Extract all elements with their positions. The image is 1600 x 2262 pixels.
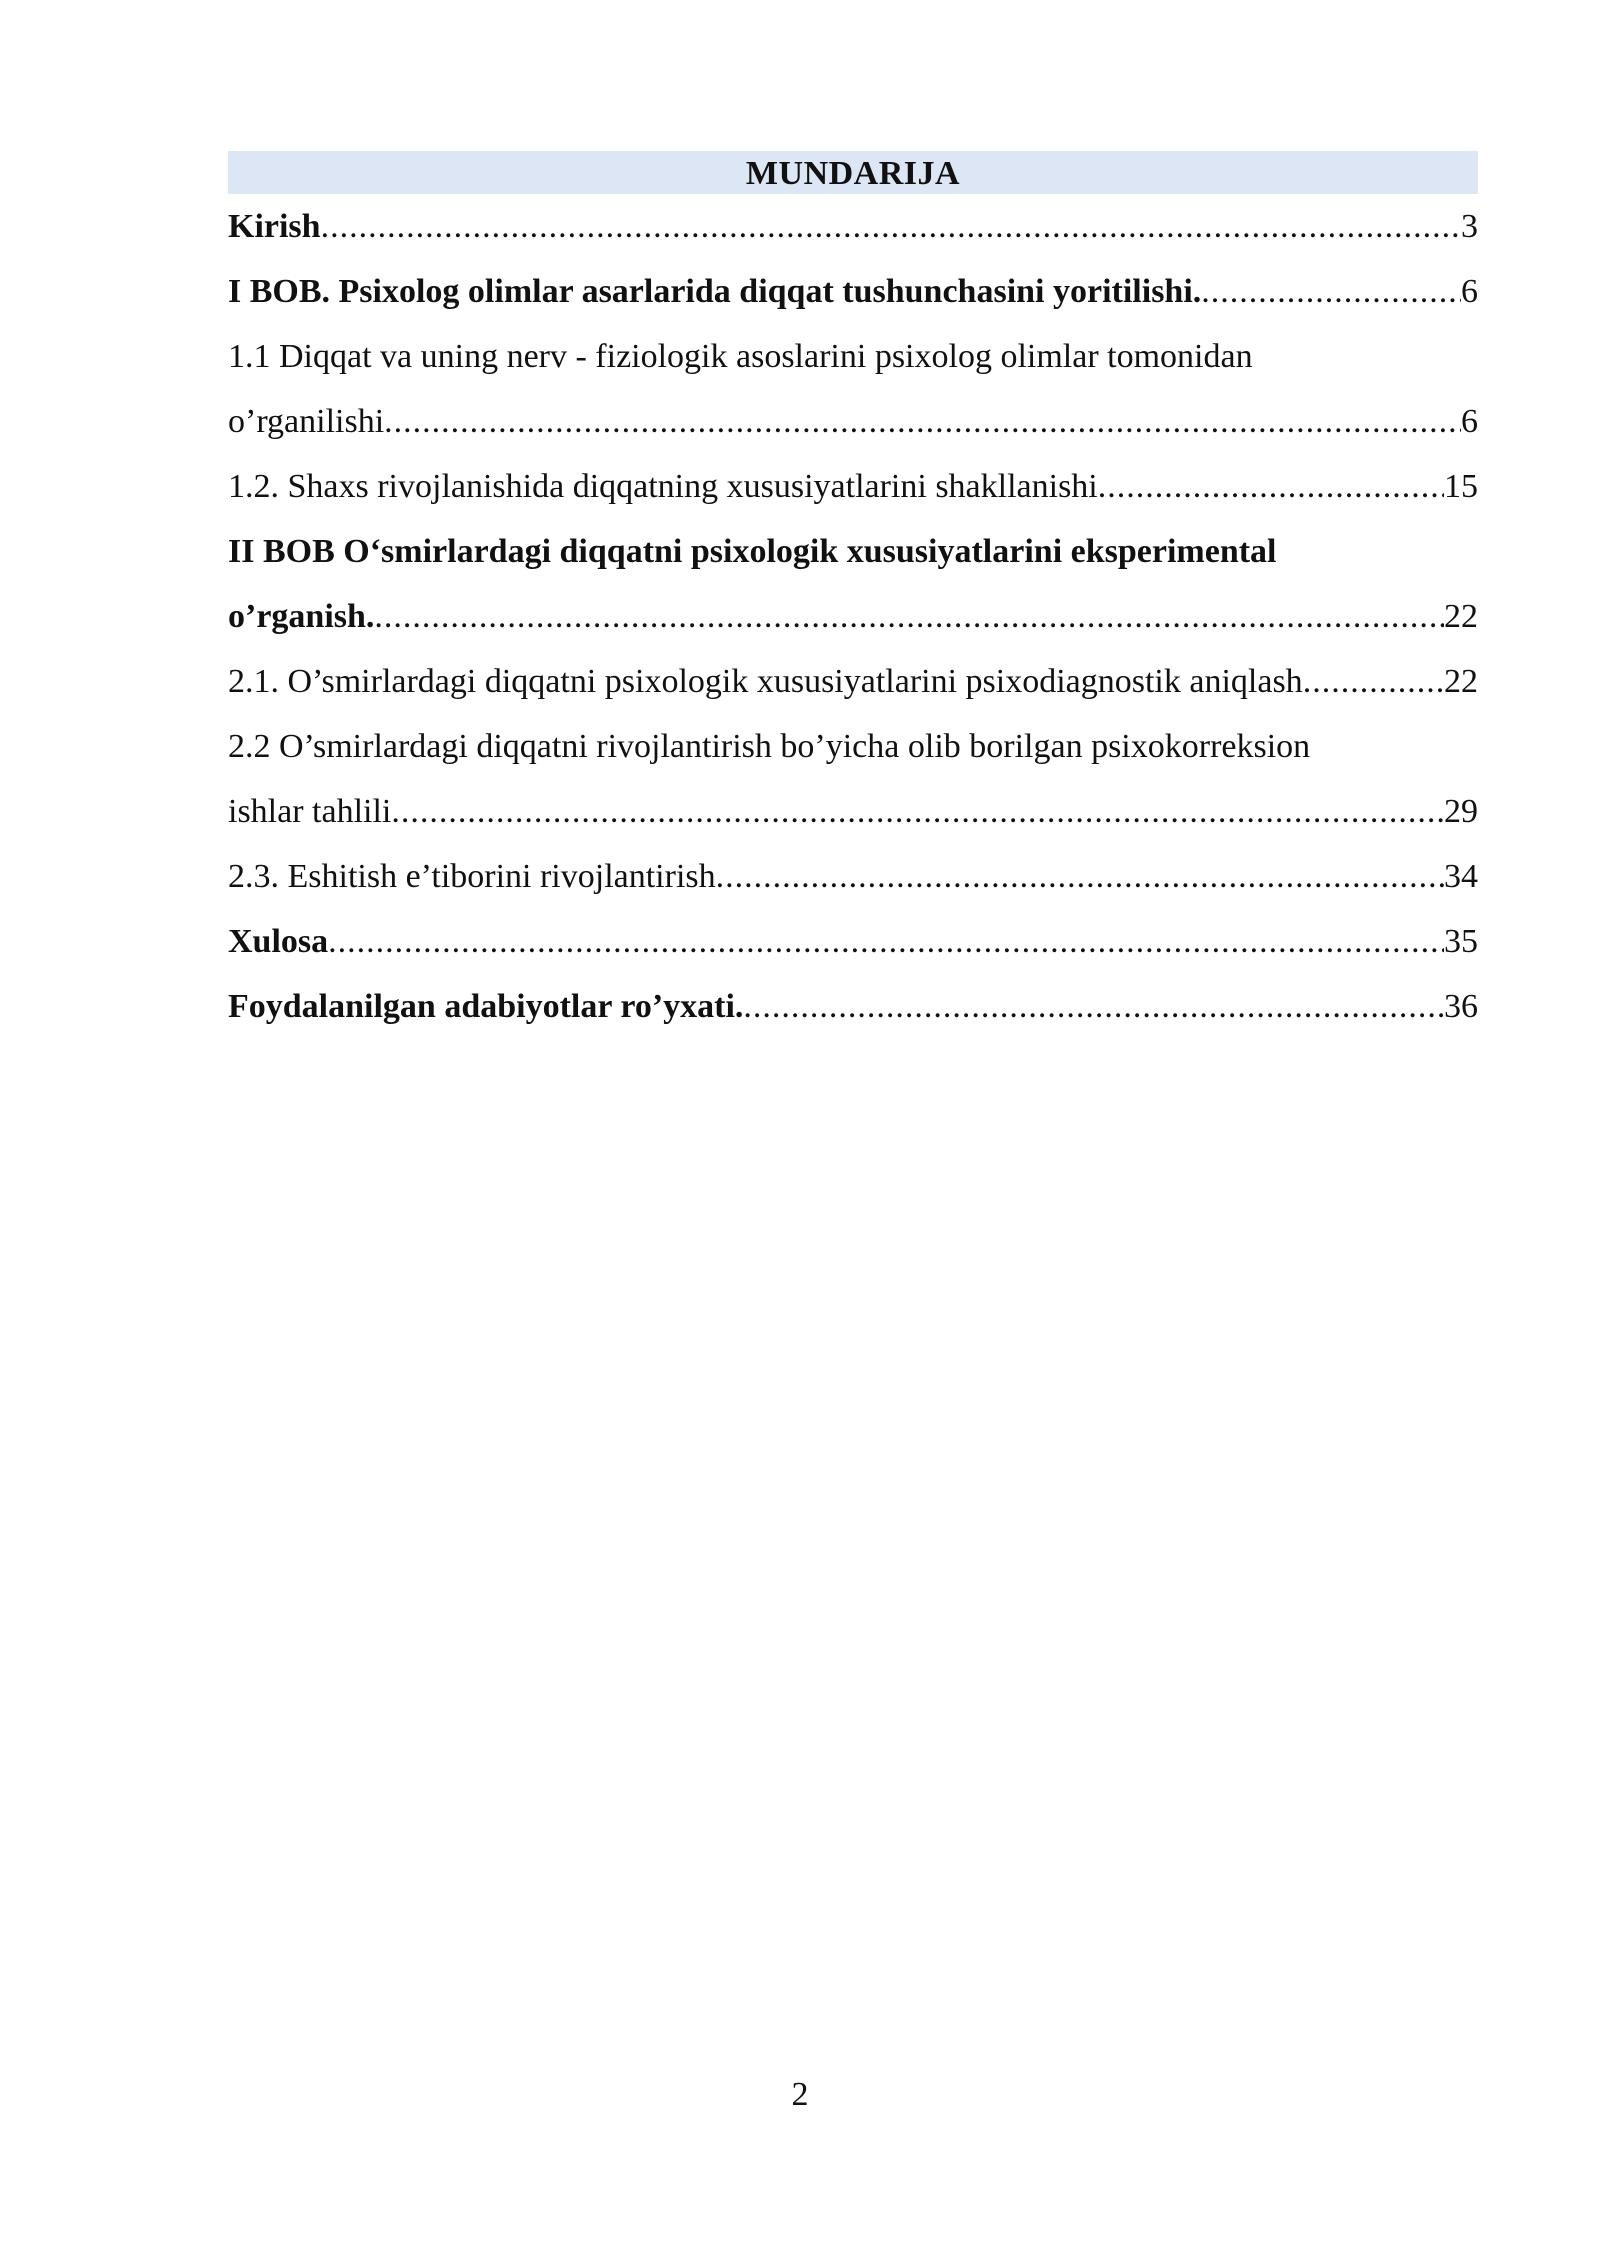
dot-leader xyxy=(743,974,1444,1039)
toc-entry-2-3[interactable] xyxy=(228,844,1478,909)
dot-leader xyxy=(384,389,1461,454)
toc-entry-page: 36 xyxy=(1444,988,1478,1025)
toc-entry-label: Kirish xyxy=(228,208,321,245)
toc-entry-label-continued: ishlar tahlili xyxy=(228,793,392,830)
toc-entry-page: 15 xyxy=(1444,468,1478,505)
toc-entry-label: I BOB. Psixolog olimlar asarlarida diqqat tushunchasini yoritilishi. xyxy=(228,273,1202,310)
toc-entry-page: 22 xyxy=(1444,663,1478,700)
dot-leader xyxy=(321,194,1461,259)
dot-leader xyxy=(1098,454,1444,519)
toc-entry-label: 2.2 O’smirlardagi diqqatni rivojlantirish bo’yicha olib borilgan psixokorreksion xyxy=(228,728,1311,765)
toc-entry-page: 22 xyxy=(1444,598,1478,635)
toc-entry-2-2-line2[interactable] xyxy=(228,779,1478,844)
dot-leader xyxy=(1201,259,1461,324)
toc-entry-page: 35 xyxy=(1444,923,1478,960)
toc-entry-page: 6 xyxy=(1461,273,1478,310)
toc-entry-label-continued: o’rganilishi xyxy=(228,403,385,440)
toc-entry-1-1-line1[interactable] xyxy=(228,324,1478,389)
toc-entry-page: 3 xyxy=(1461,208,1478,245)
toc-entry-label: Foydalanilgan adabiyotlar ro’yxati. xyxy=(228,988,744,1025)
toc-entry-1-1-line2[interactable] xyxy=(228,389,1478,454)
toc-entry-label: 2.1. O’smirlardagi diqqatni psixologik xususiyatlarini psixodiagnostik aniqlash xyxy=(228,663,1303,700)
dot-leader xyxy=(716,844,1444,909)
toc-entry-label-continued: o’rganish. xyxy=(228,598,375,635)
dot-leader xyxy=(328,909,1444,974)
toc-entry-label: 1.1 Diqqat va uning nerv - fiziologik asoslarini psixolog olimlar tomonidan xyxy=(228,338,1253,375)
table-of-contents xyxy=(228,151,1478,1039)
page-number: 2 xyxy=(791,2076,809,2113)
toc-entry-label: Xulosa xyxy=(228,923,329,960)
toc-entry-page: 34 xyxy=(1444,858,1478,895)
toc-entry-page: 6 xyxy=(1461,403,1478,440)
toc-entry-label: II BOB O‘smirlardagi diqqatni psixologik xususiyatlarini eksperimental xyxy=(228,533,1277,570)
dot-leader xyxy=(374,584,1444,649)
toc-entry-references[interactable] xyxy=(228,974,1478,1039)
dot-leader xyxy=(1303,649,1444,714)
toc-entry-chapter-2-line1[interactable] xyxy=(228,519,1478,584)
toc-title: MUNDARIJA xyxy=(228,151,1478,194)
toc-entry-label: 1.2. Shaxs rivojlanishida diqqatning xususiyatlarini shakllanishi xyxy=(228,468,1098,505)
toc-entry-chapter-2-line2[interactable] xyxy=(228,584,1478,649)
toc-entry-kirish[interactable] xyxy=(228,194,1478,259)
toc-entry-1-2[interactable] xyxy=(228,454,1478,519)
toc-entry-2-2-line1[interactable] xyxy=(228,714,1478,779)
toc-entry-2-1[interactable] xyxy=(228,649,1478,714)
toc-entry-label: 2.3. Eshitish e’tiborini rivojlantirish xyxy=(228,858,716,895)
toc-entry-page: 29 xyxy=(1444,793,1478,830)
dot-leader xyxy=(391,779,1444,844)
toc-entry-chapter-1[interactable] xyxy=(228,259,1478,324)
toc-entry-xulosa[interactable] xyxy=(228,909,1478,974)
